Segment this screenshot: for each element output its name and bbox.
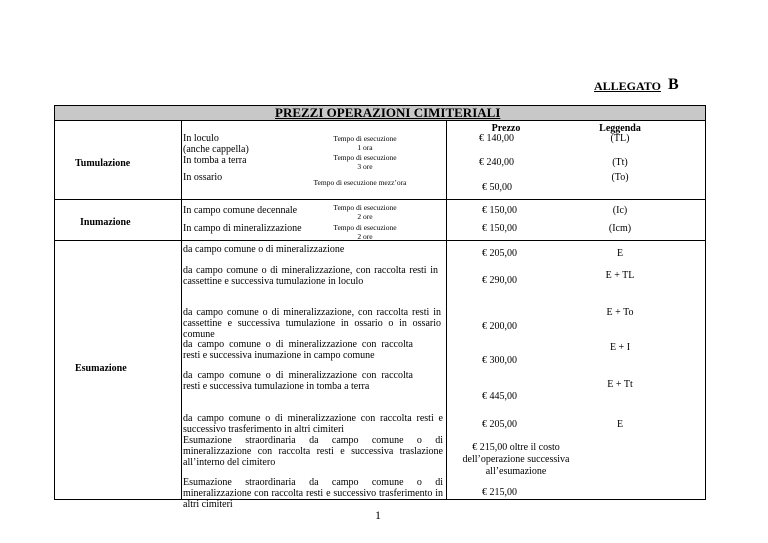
legend-header: Leggenda [599,123,641,134]
row-legend: E + I [609,342,631,353]
row-legend: (Ic) [612,205,628,216]
row-legend: E [616,419,624,430]
price-header: Prezzo [491,123,521,134]
row-desc: In campo di mineralizzazione [183,223,302,234]
row-legend: (To) [611,172,629,183]
row-price: € 205,00 [482,248,517,259]
row-desc: In ossario [183,172,223,183]
row-price: € 200,00 [482,321,517,332]
row-price: € 215,00 oltre il costo dell’operazione successiva all’esumazione [462,442,570,477]
category-divider [181,121,182,500]
row-time: Tempo di esecuzione 1 ora [333,134,397,152]
section-separator [55,199,705,200]
row-legend: (TL) [610,133,630,144]
category-tumulazione: Tumulazione [75,158,131,169]
row-price: € 215,00 [482,487,517,498]
row-price: € 205,00 [482,419,517,430]
category-esumazione: Esumazione [75,363,127,374]
row-desc: Esumazione straordinaria da campo comune o di mineralizzazione con raccolta resti e successivo trasferimento in altri cimiteri [183,477,443,510]
row-desc: da campo comune o di mineralizzazione, con raccolta resti in cassettine e successiva tumulazione in ossario o in ossario comune [183,307,441,340]
row-legend: E + To [606,307,634,318]
row-desc: In campo comune decennale [183,205,298,216]
row-legend: (Icm) [608,223,632,234]
row-price: € 445,00 [482,391,517,402]
row-time: Tempo di esecuzione 2 ore [333,223,397,241]
row-desc: Esumazione straordinaria da campo comune o di mineralizzazione con raccolta resti e successiva traslazione all’interno del cimitero [183,435,443,468]
price-divider [446,121,447,500]
row-time: Tempo di esecuzione 2 ore [333,203,397,221]
page-number: 1 [375,508,381,522]
row-price: € 150,00 [482,205,517,216]
row-price: € 50,00 [482,182,512,193]
row-desc: da campo comune o di mineralizzazione con raccolta resti e successiva inumazione in campo comune [183,339,413,361]
row-desc: da campo comune o di mineralizzazione, con raccolta resti in cassettine e successiva tumulazione in loculo [183,265,438,287]
row-price: € 150,00 [482,223,517,234]
row-legend: E + TL [605,270,635,281]
row-legend: E + Tt [607,379,633,390]
row-price: € 240,00 [479,157,514,168]
row-time: Tempo di esecuzione mezz’ora [313,178,407,187]
row-price: € 140,00 [479,133,514,144]
allegato-letter: B [668,76,679,93]
row-desc: In loculo (anche cappella) In tomba a terra [183,133,249,166]
row-price: € 290,00 [482,275,517,286]
row-desc: da campo comune o di mineralizzazione [183,244,345,255]
row-legend: E [616,248,624,259]
row-price: € 300,00 [482,355,517,366]
row-legend: (Tt) [612,157,628,168]
category-inumazione: Inumazione [80,217,131,228]
table-title: PREZZI OPERAZIONI CIMITERIALI [275,105,501,120]
row-time: Tempo di esecuzione 3 ore [333,153,397,171]
allegato-label: ALLEGATO [594,79,661,93]
row-desc: da campo comune o di mineralizzazione con raccolta resti e successivo trasferimento in altri cimiteri [183,413,443,435]
row-desc: da campo comune o di mineralizzazione con raccolta resti e successiva tumulazione in tomba a terra [183,370,413,392]
